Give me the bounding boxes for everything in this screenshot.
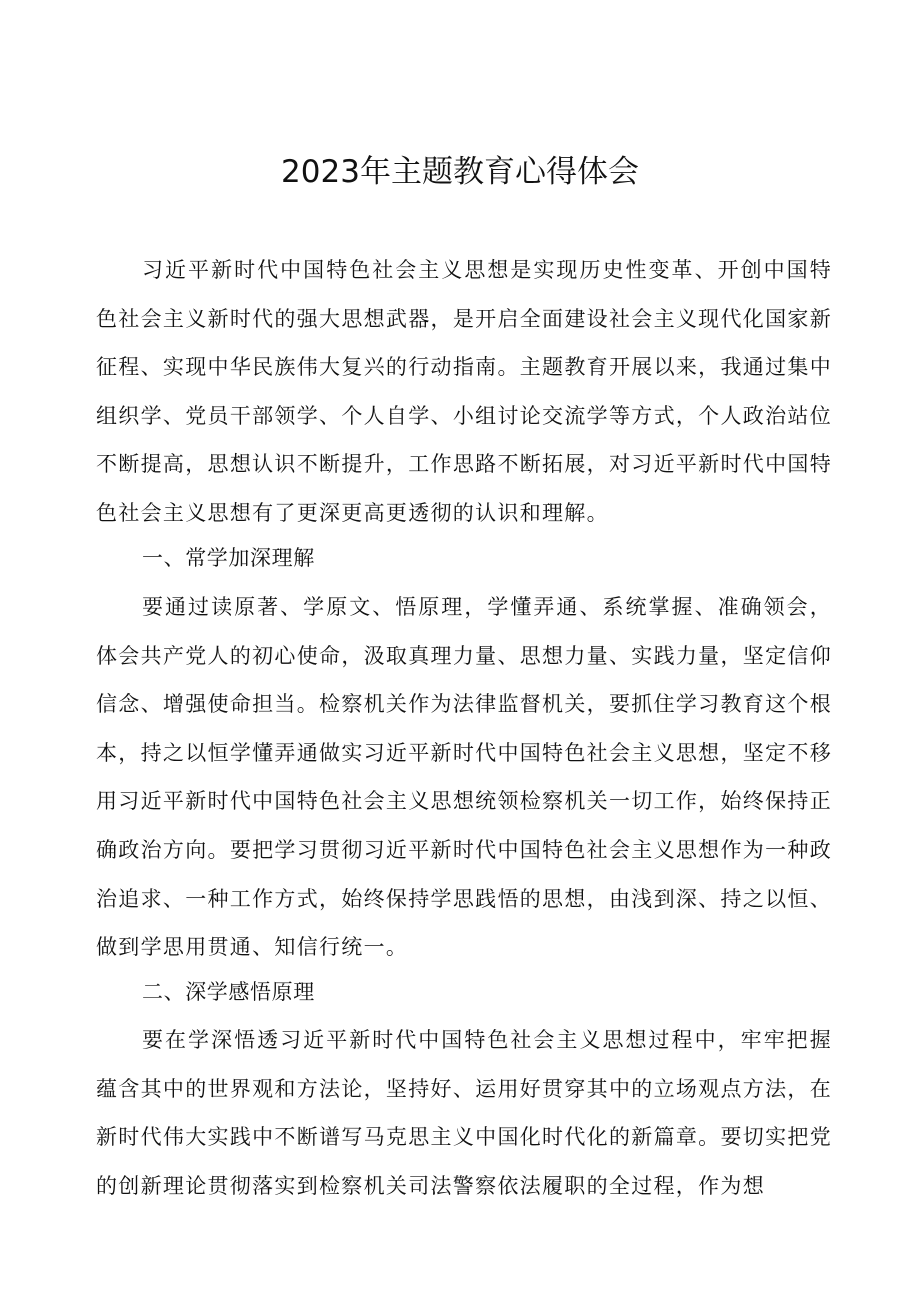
- section-1-paragraph: 要通过读原著、学原文、悟原理，学懂弄通、系统掌握、准确领会，体会共产党人的初心使命，汲取真理力量、思想力量、实践力量，坚定信仰信念、增强使命担当。检察机关作为法律监督机关，要抓住学习教育这个根本，持之以恒学懂弄通做实习近平新时代中国特色社会主义思想，坚定不移用习近平新时代中国特色社会主义思想统领检察机关一切工作，始终保持正确政治方向。要把学习贯彻习近平新时代中国特色社会主义思想作为一种政治追求、一种工作方式，始终保持学思践悟的思想，由浅到深、持之以恒、做到学思用贯通、知信行统一。: [96, 595, 832, 960]
- section-heading-2: 二、深学感悟原理: [142, 980, 315, 1004]
- section-heading-1: 一、常学加深理解: [142, 546, 315, 570]
- intro-paragraph: 习近平新时代中国特色社会主义思想是实现历史性变革、开创中国特色社会主义新时代的强大思想武器，是开启全面建设社会主义现代化国家新征程、实现中华民族伟大复兴的行动指南。主题教育开展以来，我通过集中组织学、党员干部领学、个人自学、小组讨论交流学等方式，个人政治站位不断提高，思想认识不断提升，工作思路不断拓展，对习近平新时代中国特色社会主义思想有了更深更高更透彻的认识和理解。: [96, 258, 832, 525]
- section-2-paragraph: 要在学深悟透习近平新时代中国特色社会主义思想过程中，牢牢把握蕴含其中的世界观和方法论，坚持好、运用好贯穿其中的立场观点方法，在新时代伟大实践中不断谱写马克思主义中国化时代化的新篇章。要切实把党的创新理论贯彻落实到检察机关司法警察依法履职的全过程，作为想: [96, 1028, 832, 1198]
- document-title: 2023年主题教育心得体会: [281, 154, 639, 190]
